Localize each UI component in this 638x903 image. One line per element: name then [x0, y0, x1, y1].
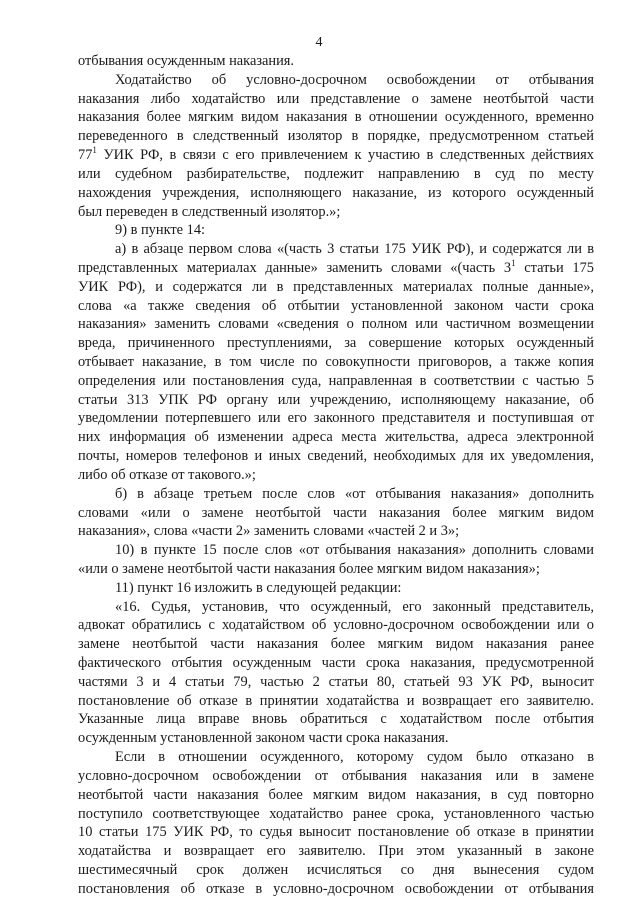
line-text: наказания либо ходатайство или представление о замене неотбытой части — [78, 90, 594, 107]
text-line — [78, 409, 594, 428]
line-text: шестимесячный срок должен исчисляться со дня вынесения судом — [78, 861, 594, 878]
text-line — [78, 654, 594, 673]
text-line — [78, 259, 594, 278]
line-text: частями 3 и 4 статьи 79, частью 2 статьи 80, статьей 93 УК РФ, выносит — [78, 673, 594, 690]
text-line — [78, 52, 594, 71]
text-line — [78, 108, 594, 127]
line-text: а) в абзаце первом слова «(часть 3 статьи 175 УИК РФ), и содержатся ли в — [115, 241, 594, 258]
line-text: представленных материалах данные» заменить словами «(часть 3 — [78, 259, 512, 276]
text-line — [78, 447, 594, 466]
text-line — [78, 842, 594, 861]
line-text: них информация об изменении адреса места жительства, адреса электронной — [78, 429, 594, 446]
line-text: отбывает наказание, в том числе по совокупности приговоров, а также копия — [78, 354, 594, 370]
line-text: УИК РФ), и содержатся ли в представленных материалах полные данные», — [78, 278, 594, 295]
line-text: условно-досрочном освобождении от отбывания наказания или в замене — [78, 767, 594, 784]
text-line — [78, 184, 594, 203]
line-text: «или о замене неотбытой части наказания более мягким видом наказания»; — [78, 560, 540, 577]
line-text: фактического отбытия осужденным части срока наказания, предусмотренной — [78, 655, 594, 671]
text-line — [78, 240, 594, 259]
text-line — [78, 598, 594, 617]
text-line — [78, 127, 594, 146]
text-line — [78, 616, 594, 635]
text-line — [78, 90, 594, 109]
line-text: либо об отказе от такового.»; — [78, 466, 256, 483]
text-line — [78, 146, 594, 165]
line-text: был переведен в следственный изолятор.»; — [78, 203, 341, 220]
text-line — [78, 541, 594, 560]
line-text: определения или постановления суда, направленная в соответствии с частью 5 — [78, 372, 594, 389]
line-text: Если в отношении осужденного, которому судом было отказано в — [115, 749, 594, 766]
text-line — [78, 767, 594, 786]
line-text: переведенного в следственный изолятор в порядке, предусмотренном статьей — [78, 128, 594, 145]
line-text: 9) в пункте 14: — [115, 222, 206, 239]
line-text: Указанные лица вправе вновь обратиться с ходатайством после отбытия — [78, 711, 594, 728]
line-text: поступило соответствующее ходатайство ранее срока, установленного частью — [78, 805, 594, 822]
text-line — [78, 466, 594, 485]
text-line — [78, 372, 594, 391]
text-line — [78, 522, 594, 541]
line-text: «16. Судья, установив, что осужденный, его законный представитель, — [115, 598, 594, 615]
text-line — [78, 71, 594, 90]
superscript: 1 — [511, 257, 516, 268]
text-line — [78, 315, 594, 334]
line-text: наказания более мягким видом наказания в отношении осужденного, временно — [78, 109, 594, 126]
line-text: Ходатайство об условно-досрочном освобождении от отбывания — [115, 71, 594, 88]
text-line — [78, 786, 594, 805]
text-line — [78, 805, 594, 824]
text-line — [78, 278, 594, 297]
text-line — [78, 391, 594, 410]
superscript: 1 — [92, 145, 97, 156]
line-text: или судебном разбирательстве, подлежит направлению в суд по месту — [78, 165, 594, 182]
line-text: 10 статьи 175 УИК РФ, то судья выносит постановление об отказе в принятии — [78, 824, 594, 841]
line-text: неотбытой части наказания более мягким видом наказания, в суд повторно — [78, 786, 594, 803]
text-line — [78, 297, 594, 316]
text-line — [78, 692, 594, 711]
line-text: ходатайства и возвращает его заявителю. При этом указанный в законе — [78, 843, 594, 860]
line-text: статьи 313 УПК РФ органу или учреждению, исполняющему наказание, об — [78, 391, 594, 408]
line-text: слова «а также сведения об отбытии установленной законом части срока — [78, 297, 594, 314]
line-text: 10) в пункте 15 после слов «от отбывания наказания» дополнить словами — [115, 542, 594, 559]
line-text-continued: УИК РФ, в связи с его привлечением к участию в следственных действиях — [96, 147, 594, 164]
line-text: отбывания осужденным наказания. — [78, 53, 295, 69]
text-line — [78, 748, 594, 767]
line-text: нахождения учреждения, исполняющего наказание, из которого осужденный — [78, 184, 594, 201]
text-line — [78, 635, 594, 654]
line-text-continued: статьи 175 — [515, 259, 594, 276]
line-text: замене неотбытой части наказания более мягким видом наказания ранее — [78, 636, 594, 653]
line-text: б) в абзаце третьем после слов «от отбывания наказания» дополнить — [115, 485, 594, 502]
text-line — [78, 729, 594, 748]
body-text — [78, 52, 594, 899]
text-line — [78, 673, 594, 692]
page-number: 4 — [315, 35, 323, 50]
line-text: постановление об отказе в принятии ходатайства и возвращает его заявителю. — [78, 692, 594, 709]
line-text: вреда, причиненного преступлениями, за совершение которых осужденный — [78, 335, 594, 352]
text-line — [78, 221, 594, 240]
line-text: наказания», слова «части 2» заменить словами «частей 2 и 3»; — [78, 523, 460, 540]
line-text: 77 — [78, 147, 93, 164]
text-line — [78, 823, 594, 842]
text-line — [78, 334, 594, 353]
text-line — [78, 710, 594, 729]
line-text: наказания» заменить словами «сведения о полном или частичном возмещении — [78, 316, 594, 333]
line-text: осужденным установленной законом части срока наказания. — [78, 730, 449, 747]
text-line — [78, 428, 594, 447]
line-text: адвокат обратились с ходатайством об условно-досрочном освобождении или о — [78, 617, 594, 634]
text-line — [78, 203, 594, 222]
text-line — [78, 165, 594, 184]
line-text: постановления об отказе в условно-досрочном освобождении от отбывания — [78, 880, 594, 897]
text-line — [78, 504, 594, 523]
line-text: уведомлении потерпевшего или его законного представителя и поступившая от — [78, 410, 594, 427]
line-text: почты, номеров телефонов и иных сведений, необходимых для их уведомления, — [78, 448, 594, 465]
line-text: словами «или о замене неотбытой части наказания более мягким видом — [78, 504, 594, 521]
text-line — [78, 861, 594, 880]
text-line — [78, 353, 594, 372]
line-text: 11) пункт 16 изложить в следующей редакции: — [115, 579, 402, 596]
text-line — [78, 560, 594, 579]
text-line — [78, 880, 594, 899]
text-line — [78, 579, 594, 598]
text-line — [78, 485, 594, 504]
